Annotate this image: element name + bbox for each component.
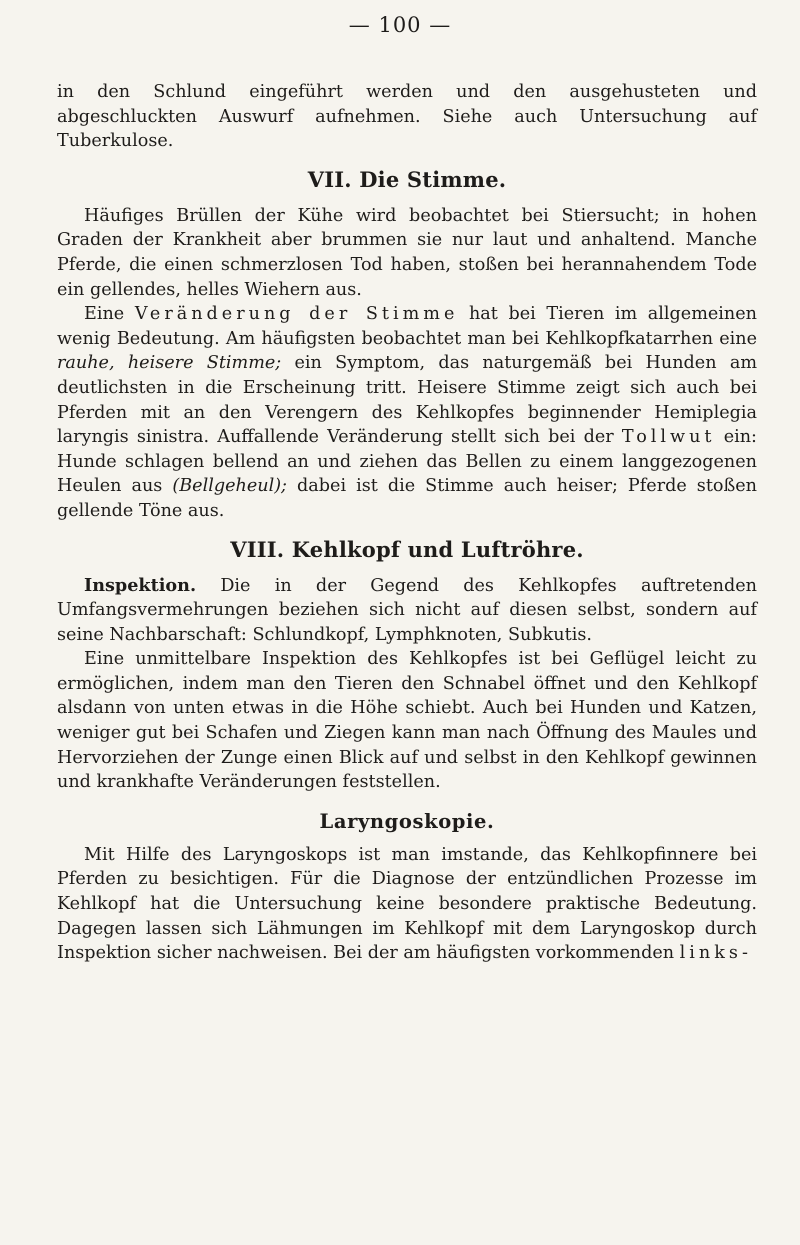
page-number: — 100 — — [348, 13, 452, 37]
text-run: ein: Hunde schlagen bellend an und ziehen das Bellen zu einem langgezogenen Heulen aus — [57, 427, 757, 497]
continuation-paragraph: in den Schlund eingeführt werden und den ausgehusteten und abgeschluckten Auswurf aufnehmen. Siehe auch Untersuchung auf Tuberkulose. — [57, 82, 757, 152]
text-run: Die in der Gegend des Kehlkopfes auftretenden Umfangsvermehrungen beziehen sich nicht auf diesen selbst, sondern auf seine Nachbarschaft: Schlundkopf, Lymphknoten, Subkutis. — [57, 575, 757, 645]
italic-term: (Bellgeheul); — [172, 476, 287, 497]
text-run: ein Symptom, das naturgemäß bei Hunden am deutlichsten in die Erscheinung tritt. Heisere Stimme zeigt sich auch bei Pferden mit an den Verengern des Kehlkopfes beginnender Hemiplegia laryngis sinistra. Auffallende Veränderung stellt sich bei der — [57, 353, 757, 448]
text-run: Eine — [84, 304, 135, 325]
spaced-term: Veränderung der Stimme — [134, 304, 459, 325]
text-run: hat bei Tieren im allgemeinen wenig Bedeutung. Am häufigsten beobachtet man bei Kehlkopfkatarrhen eine — [57, 304, 757, 349]
spaced-term: Tollwut — [621, 427, 716, 448]
text-run: dabei ist die Stimme auch heiser; Pferde stoßen gellende Töne aus. — [57, 476, 757, 521]
section-heading-voice: VII. Die Stimme. — [307, 166, 507, 192]
paragraph-bruellen: Häufiges Brüllen der Kühe wird beobachtet bei Stiersucht; in hohen Graden der Krankheit aber brummen sie nur laut und anhaltend. Manche Pferde, die einen schmerzlosen Tod haben, stoßen bei herannahendem Tode ein gellendes, helles Wiehern aus. — [57, 205, 757, 300]
run-in-heading: Inspektion. — [84, 574, 197, 596]
subsection-heading-laryngoscopy: Laryngoskopie. — [319, 809, 495, 833]
section-heading-larynx: VIII. Kehlkopf und Luftröhre. — [230, 536, 584, 562]
italic-term: rauhe, heisere Stimme; — [57, 353, 282, 374]
paragraph-voice-change — [57, 302, 757, 523]
paragraph-inspection — [57, 574, 757, 648]
page-body — [57, 80, 757, 966]
paragraph-direct-inspection: Eine unmittelbare Inspektion des Kehlkopfes ist bei Geflügel leicht zu ermöglichen, indem man den Tieren den Schnabel öffnet und den Kehlkopf alsdann von unten etwas in die Höhe schiebt. Auch bei Hunden und Katzen, weniger gut bei Schafen und Ziegen kann man nach Öffnung des Maules und Hervorziehen der Zunge einen Blick auf und selbst in den Kehlkopf gewinnen und krankhafte Veränderungen feststellen. — [57, 649, 757, 793]
spaced-term: links- — [679, 943, 752, 964]
text-run: Mit Hilfe des Laryngoskops ist man imstande, das Kehlkopfinnere bei Pferden zu besichtigen. Für die Diagnose der entzündlichen Prozesse im Kehlkopf hat die Untersuchung keine besondere praktische Bedeutung. Dagegen lassen sich Lähmungen im Kehlkopf mit dem Laryngoskop durch Inspektion sicher nachweisen. Bei der am häufigsten vorkommenden — [57, 844, 757, 964]
paragraph-laryngoscope — [57, 843, 757, 966]
